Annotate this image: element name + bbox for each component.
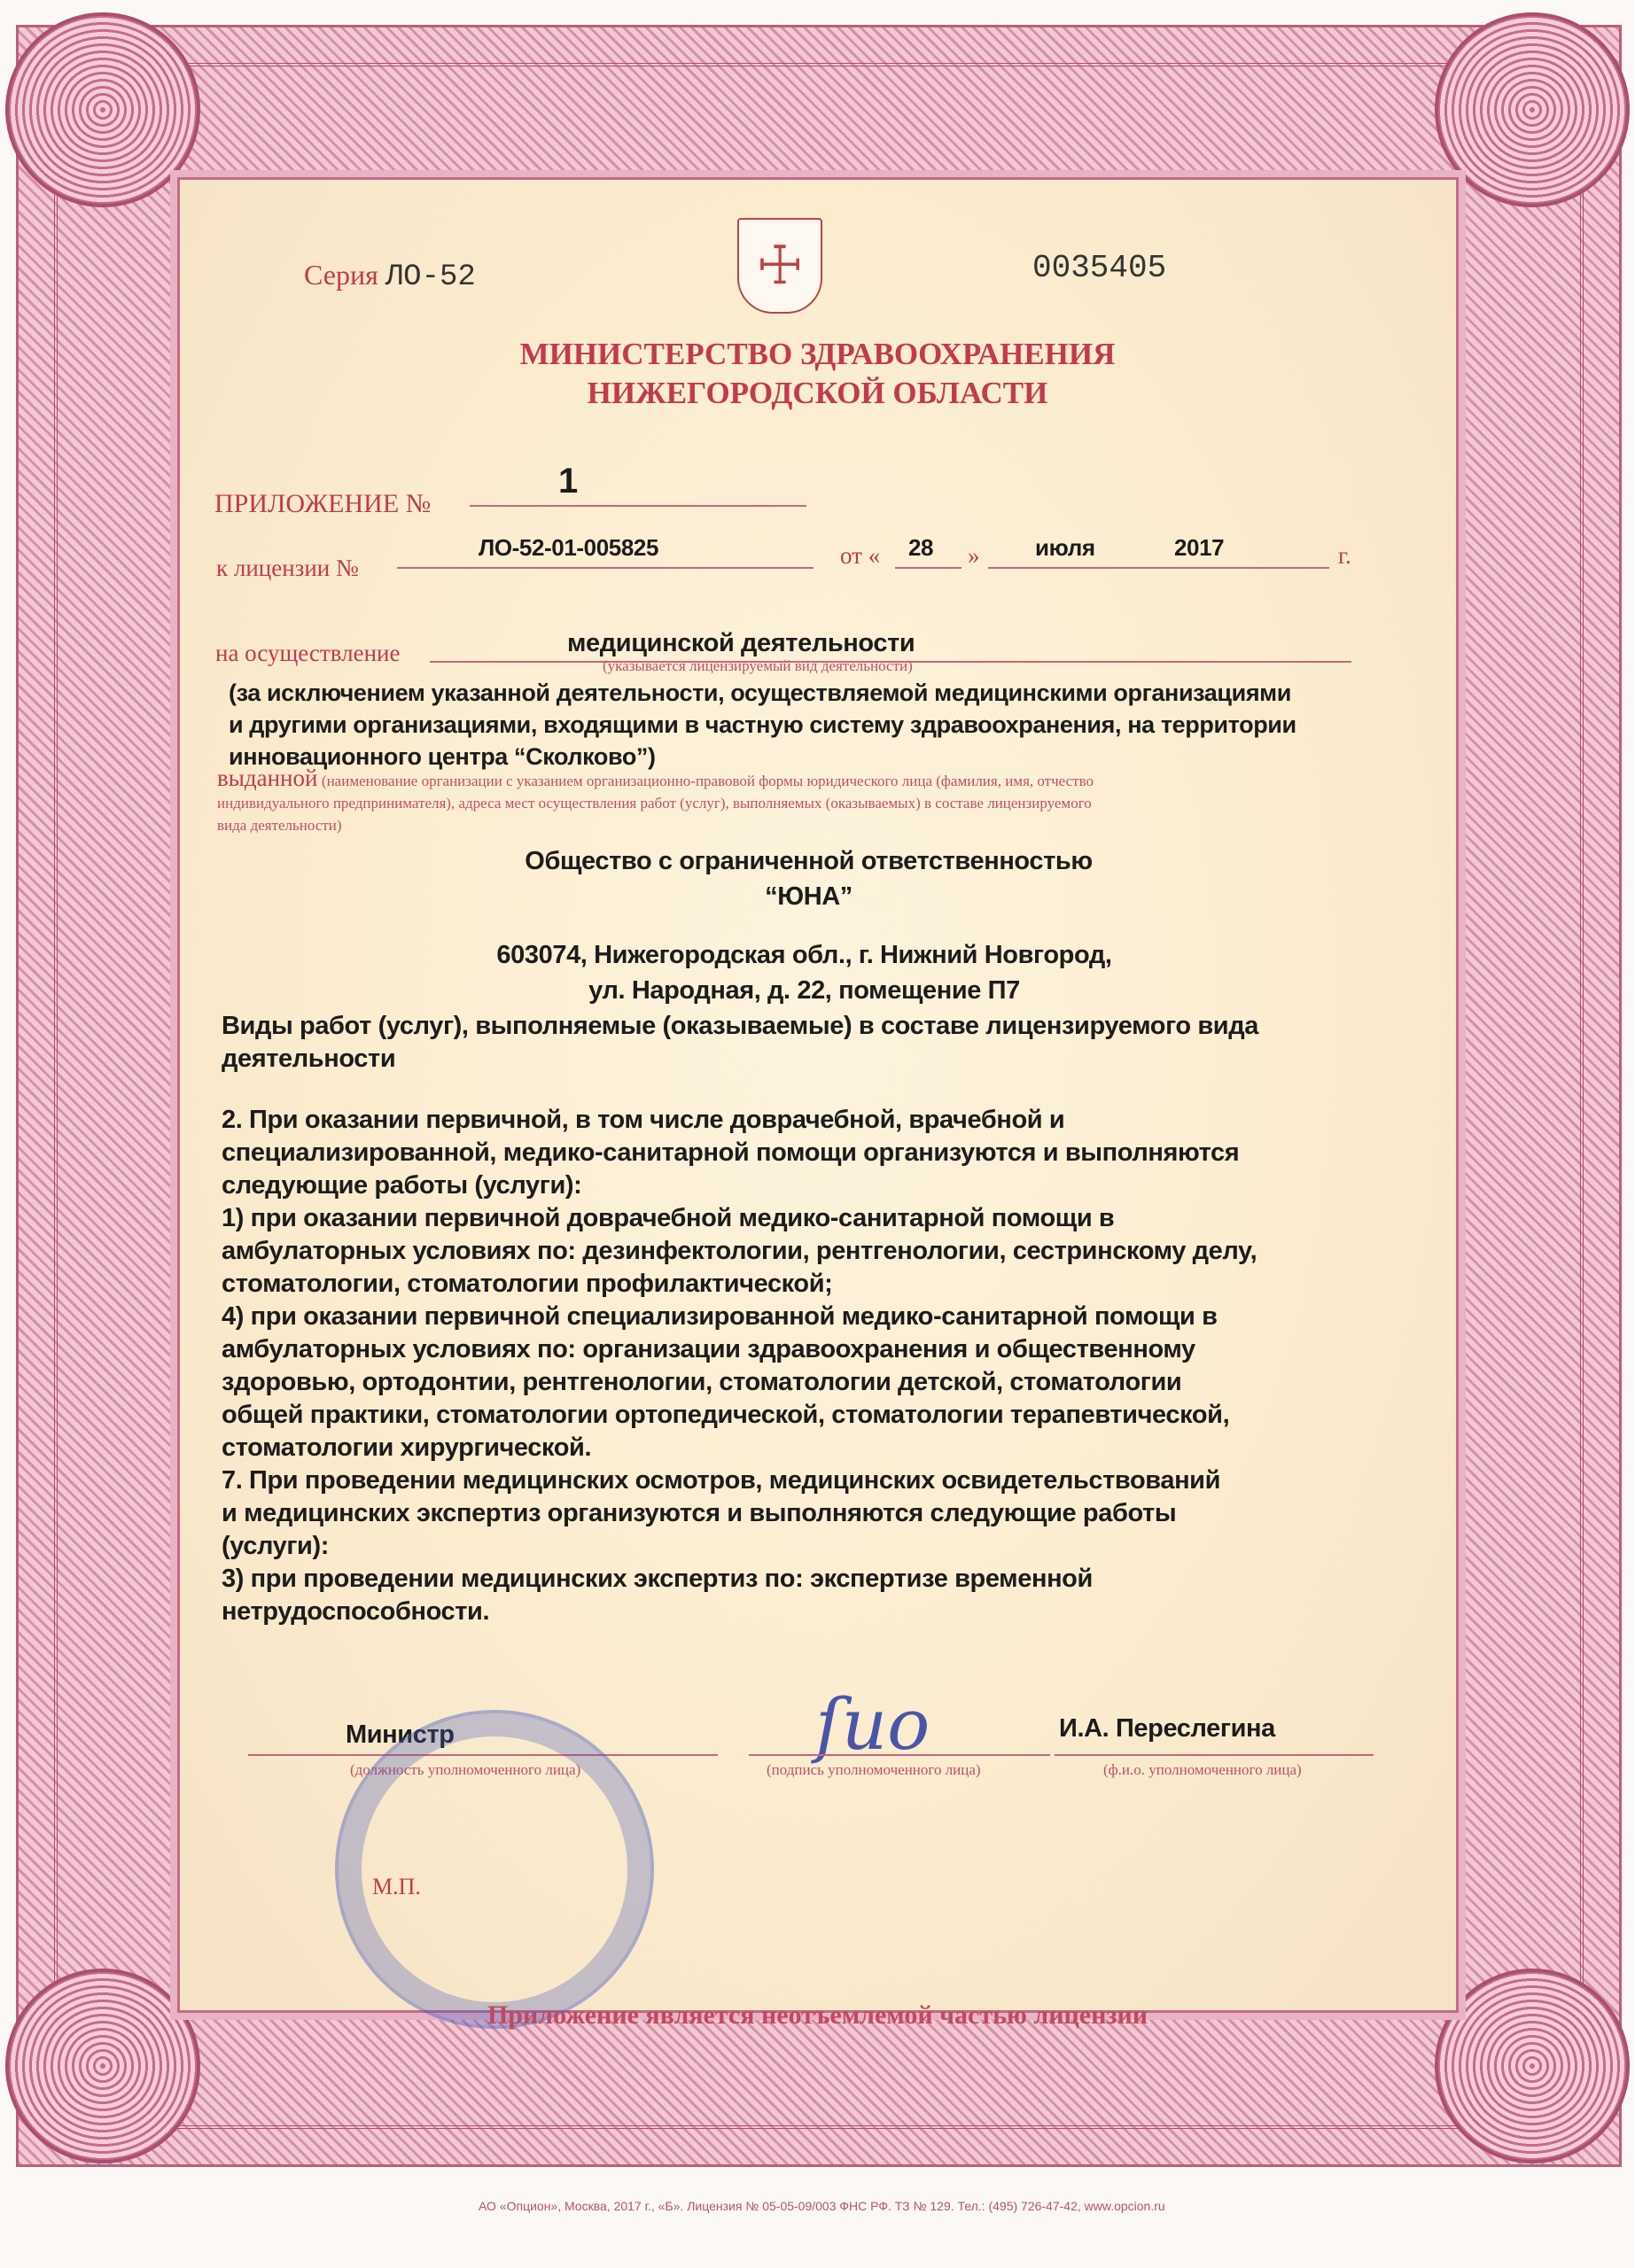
license-label: к лицензии № xyxy=(216,555,359,581)
official-stamp xyxy=(335,1710,654,2029)
works-line: амбулаторных условиях по: дезинфектологии, рентгенологии, сестринскому делу, xyxy=(222,1237,1257,1265)
signer-name: И.А. Переслегина xyxy=(1059,1714,1275,1743)
activity-label: на осуществление xyxy=(215,640,401,666)
works-line: 7. При проведении медицинских осмотров, медицинских освидетельствований xyxy=(222,1466,1221,1495)
license-month: июля xyxy=(1035,534,1095,561)
works-line: стоматологии хирургической. xyxy=(222,1433,592,1462)
issued-label: выданной xyxy=(217,765,318,791)
license-year: 2017 xyxy=(1174,534,1225,561)
activity-value: медицинской деятельности xyxy=(567,629,915,657)
issued-caption: вида деятельности) xyxy=(217,817,342,834)
works-line: стоматологии, стоматологии профилактической; xyxy=(222,1270,833,1298)
from-label: от « xyxy=(840,542,881,569)
organization-name: “ЮНА” xyxy=(765,882,853,911)
series-value: ЛО-52 xyxy=(385,260,476,294)
series-label: Серия xyxy=(304,259,378,291)
year-suffix: г. xyxy=(1338,542,1351,569)
corner-rosette xyxy=(1435,12,1630,207)
corner-rosette xyxy=(1435,1969,1630,2163)
activity-note-line: (за исключением указанной деятельности, осуществляемой медицинскими организациями xyxy=(229,680,1291,706)
name-caption: (ф.и.о. уполномоченного лица) xyxy=(1103,1761,1302,1778)
works-line: специализированной, медико-санитарной помощи организуются и выполняются xyxy=(222,1138,1240,1167)
works-line: 2. При оказании первичной, в том числе доврачебной, врачебной и xyxy=(222,1106,1065,1134)
works-line: общей практики, стоматологии ортопедической, стоматологии терапевтической, xyxy=(222,1401,1230,1429)
quote-close: » xyxy=(968,542,980,569)
stamp-place-label: М.П. xyxy=(372,1874,421,1899)
works-intro: деятельности xyxy=(222,1045,396,1073)
organization-address: 603074, Нижегородская обл., г. Нижний Новгород, xyxy=(496,941,1112,969)
issued-caption: (наименование организации с указанием организационно-правовой формы юридического лица (фамилия, имя, отчество xyxy=(321,773,1094,789)
works-line: следующие работы (услуги): xyxy=(222,1171,582,1200)
works-line: 3) при проведении медицинских экспертиз по: экспертизе временной xyxy=(222,1565,1093,1593)
corner-rosette xyxy=(5,12,200,207)
activity-note-line: инновационного центра “Сколково”) xyxy=(229,743,656,770)
works-line: (услуги): xyxy=(222,1532,329,1560)
position-caption: (должность уполномоченного лица) xyxy=(350,1761,581,1778)
works-line: нетрудоспособности. xyxy=(222,1597,490,1626)
handwritten-signature: ſuo xyxy=(815,1683,930,1766)
issued-caption: индивидуального предпринимателя), адреса мест осуществления работ (услуг), выполняемых (оказываемых) в составе лицензируемого xyxy=(217,795,1092,812)
printer-info: АО «Опцион», Москва, 2017 г., «Б». Лицензия № 05-05-09/003 ФНС РФ. ТЗ № 129. Тел.: (495) 726-47-42, www.opcion.ru xyxy=(479,2199,1165,2213)
form-number: 0035405 xyxy=(1032,250,1167,286)
signature-caption: (подпись уполномоченного лица) xyxy=(767,1761,981,1778)
authority-line: МИНИСТЕРСТВО ЗДРАВООХРАНЕНИЯ xyxy=(519,337,1116,371)
signer-position: Министр xyxy=(346,1720,455,1749)
appendix-number: 1 xyxy=(558,462,578,501)
appendix-label: ПРИЛОЖЕНИЕ № xyxy=(214,489,432,518)
organization-address: ул. Народная, д. 22, помещение П7 xyxy=(588,976,1020,1005)
license-day: 28 xyxy=(908,534,934,561)
works-line: здоровью, ортодонтии, рентгенологии, стоматологии детской, стоматологии xyxy=(222,1368,1182,1396)
activity-caption: (указывается лицензируемый вид деятельности) xyxy=(603,657,913,674)
authority-line: НИЖЕГОРОДСКОЙ ОБЛАСТИ xyxy=(587,376,1048,410)
organization-name: Общество с ограниченной ответственностью xyxy=(525,847,1093,875)
corner-rosette xyxy=(5,1969,200,2163)
works-line: и медицинских экспертиз организуются и выполняются следующие работы xyxy=(222,1499,1177,1527)
works-line: 4) при оказании первичной специализированной медико-санитарной помощи в xyxy=(222,1302,1218,1331)
works-intro: Виды работ (услуг), выполняемые (оказываемые) в составе лицензируемого вида xyxy=(222,1012,1258,1040)
works-line: 1) при оказании первичной доврачебной медико-санитарной помощи в xyxy=(222,1204,1115,1232)
license-number: ЛО-52-01-005825 xyxy=(479,534,659,561)
works-line: амбулаторных условиях по: организации здравоохранения и общественному xyxy=(222,1335,1195,1363)
activity-note-line: и другими организациями, входящими в частную систему здравоохранения, на территории xyxy=(229,711,1296,738)
footer-note: Приложение является неотъемлемой частью лицензии xyxy=(487,2000,1148,2030)
coat-of-arms-icon: ☩ xyxy=(737,218,822,314)
